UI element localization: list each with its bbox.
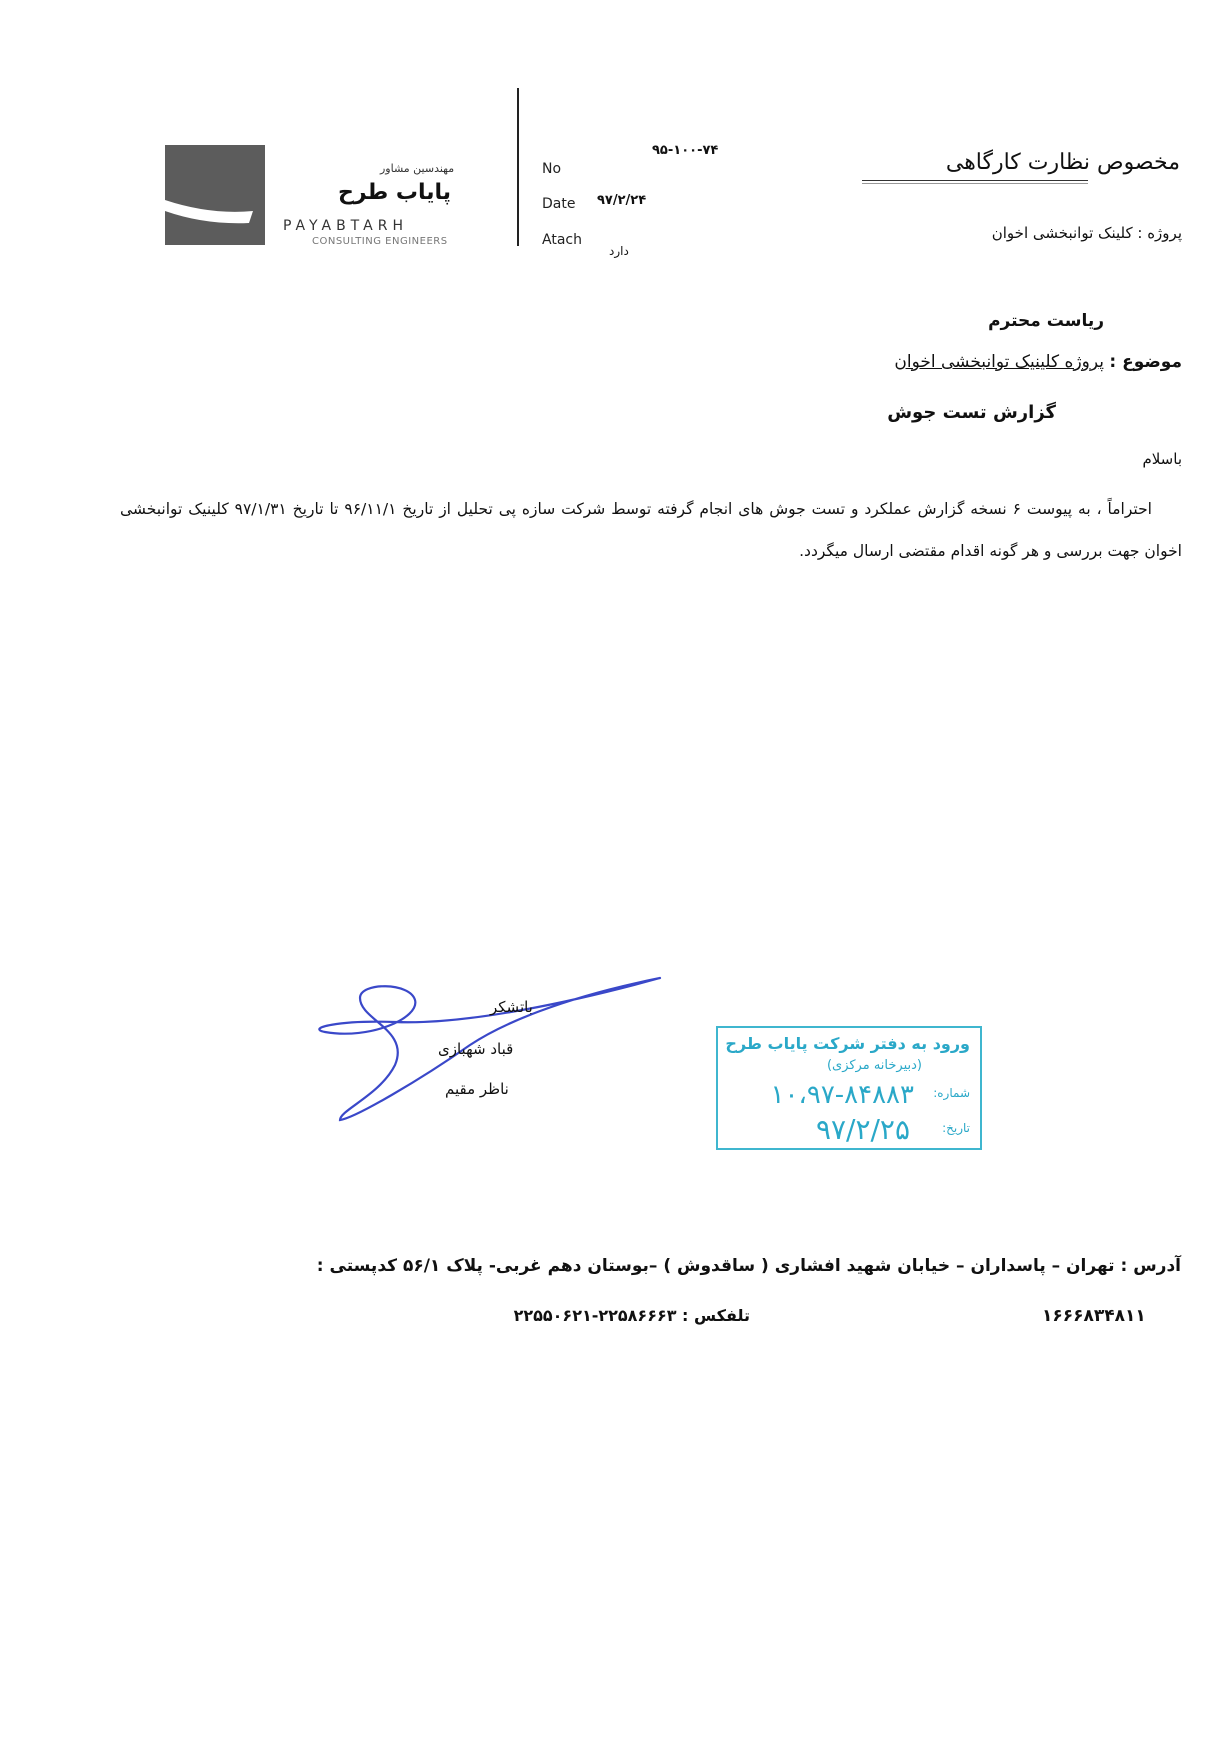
number-label: No <box>542 161 562 177</box>
header-tag-underline <box>862 180 1088 181</box>
receipt-stamp <box>716 1026 982 1150</box>
stamp-number-label: شماره: <box>933 1086 970 1100</box>
stamp-date: ۹۷/۲/۲۵ <box>815 1113 910 1146</box>
company-subtitle: مهندسین مشاور <box>380 162 455 175</box>
signer-name: قباد شهبازی <box>438 1040 514 1058</box>
stamp-date-label: تاریخ: <box>942 1121 970 1135</box>
header-divider <box>517 88 519 246</box>
company-tagline: CONSULTING ENGINEERS <box>312 236 448 247</box>
recipient: ریاست محترم <box>988 311 1104 331</box>
footer-phone: تلفکس : ۲۲۵۸۶۶۶۳-۲۲۵۵۰۶۲۱ <box>513 1306 750 1325</box>
date-label: Date <box>542 196 576 212</box>
footer-postal-code: ۱۶۶۶۸۳۴۸۱۱ <box>1042 1306 1146 1326</box>
header-tag-underline-2 <box>862 183 1088 184</box>
company-logo <box>165 145 265 245</box>
body-paragraph: احتراماً ، به پیوست ۶ نسخه گزارش عملکرد و تست جوش های انجام گرفته توسط شرکت سازه پی تحلیل از تاریخ ۹۶/۱۱/۱ تا تاریخ ۹۷/۱/۳۱ کلینیک توانبخشی اخوان جهت بررسی و هر گونه اقدام مقتضی ارسال میگردد. <box>120 500 1182 560</box>
stamp-title: ورود به دفتر شرکت پایاب طرح <box>725 1034 970 1053</box>
report-title: گزارش تست جوش <box>887 402 1056 423</box>
attach-value: دارد <box>609 244 629 258</box>
stamp-subtitle: (دبیرخانه مرکزی) <box>826 1058 922 1073</box>
header-tag: مخصوص نظارت کارگاهی <box>945 150 1180 175</box>
subject-line <box>894 352 1182 372</box>
letter-date: ۹۷/۲/۲۴ <box>597 193 647 208</box>
subject-label: موضوع : <box>1109 352 1182 372</box>
greeting: باسلام <box>1142 450 1182 468</box>
subject-value: پروژه کلینیک توانبخشی اخوان <box>894 352 1104 372</box>
logo-mark-icon <box>165 145 265 245</box>
stamp-number: ۱۰،۹۷-۸۴۸۸۳ <box>770 1080 914 1110</box>
attach-label: Atach <box>542 232 582 248</box>
signer-title: ناظر مقیم <box>445 1080 509 1098</box>
letter-number: ۹۵-۱۰۰-۷۴ <box>652 143 719 158</box>
closing: باتشکر <box>490 998 533 1016</box>
company-name-en: PAYABTARH <box>283 218 408 234</box>
header-project: پروژه : کلینک توانبخشی اخوان <box>991 224 1182 242</box>
company-name-fa: پایاب طرح <box>338 180 452 205</box>
footer-address: آدرس : تهران – پاسداران – خیابان شهید افشاری ( ساقدوش ) –بوستان دهم غربی- پلاک ۵۶/۱ کدپستی : <box>316 1256 1181 1276</box>
